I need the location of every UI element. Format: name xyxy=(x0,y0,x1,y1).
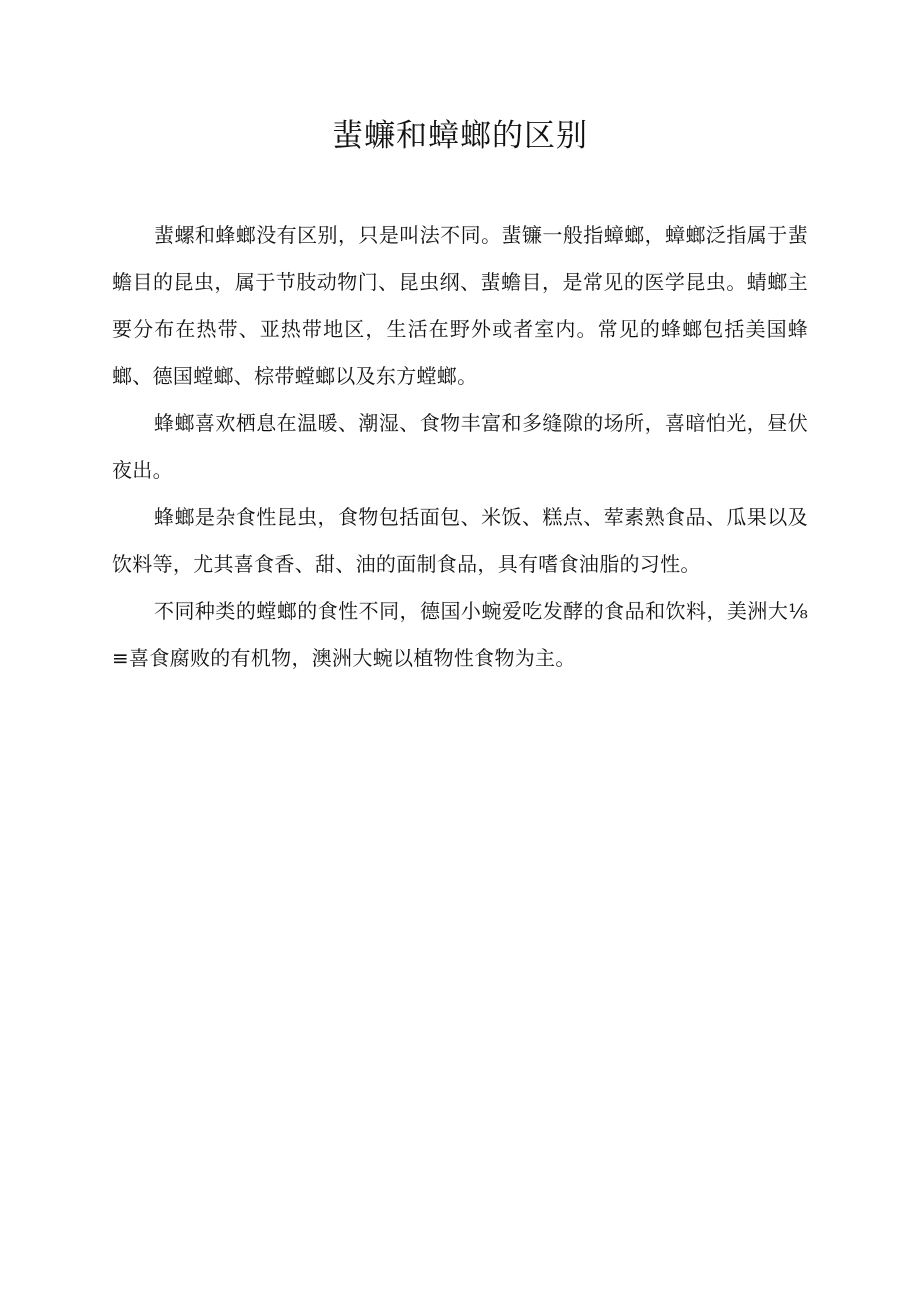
paragraph: 不同种类的螳螂的食性不同，德国小蜿爱吃发酵的食品和饮料，美洲大⅛≡喜食腐败的有机物，澳洲大蜿以植物性食物为主。 xyxy=(112,599,808,670)
document-body xyxy=(112,212,808,682)
paragraph: 蜂螂喜欢栖息在温暖、潮湿、食物丰富和多缝隙的场所，喜暗怕光，昼伏夜出。 xyxy=(112,411,808,482)
paragraph: 蜂螂是杂食性昆虫，食物包括面包、米饭、糕点、荤素熟食品、瓜果以及饮料等，尤其喜食香、甜、油的面制食品，具有嗜食油脂的习性。 xyxy=(112,505,808,576)
paragraph: 蜚螺和蜂螂没有区别，只是叫法不同。蜚镰一般指蟑螂，蟑螂泛指属于蜚蟾目的昆虫，属于节肢动物门、昆虫纲、蜚蟾目，是常见的医学昆虫。蜻螂主要分布在热带、亚热带地区，生活在野外或者室内。常见的蜂螂包括美国蜂螂、德国螳螂、棕带螳螂以及东方螳螂。 xyxy=(112,223,808,388)
document-title: 蜚蠊和蟑螂的区别 xyxy=(332,118,588,154)
